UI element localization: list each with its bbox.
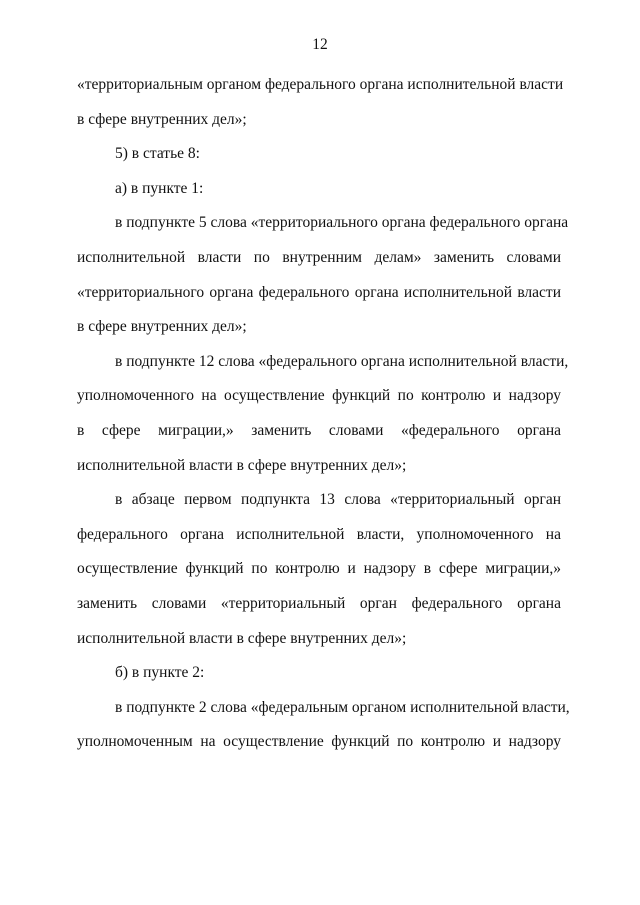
text-line: 5) в статье 8: <box>115 145 200 163</box>
text-line: а) в пункте 1: <box>115 179 204 197</box>
text-line: в сфере внутренних дел»; <box>77 318 247 336</box>
text-line: в сфере внутренних дел»; <box>77 110 247 128</box>
text-line: исполнительной власти по внутренним делам» заменить словами <box>77 248 561 266</box>
text-line: исполнительной власти в сфере внутренних дел»; <box>77 456 407 474</box>
text-line: в подпункте 2 слова «федеральным органом исполнительной власти, <box>115 698 570 716</box>
text-line: осуществление функций по контролю и надзору в сфере миграции,» <box>77 560 561 578</box>
text-line: «территориального органа федерального органа исполнительной власти <box>77 283 561 301</box>
text-line: «территориальным органом федерального органа исполнительной власти <box>77 76 564 93</box>
document-body <box>77 76 570 768</box>
text-line: уполномоченного на осуществление функций по контролю и надзору <box>77 387 561 405</box>
text-line: в подпункте 5 слова «территориального органа федерального органа <box>115 214 569 232</box>
text-line: б) в пункте 2: <box>115 664 205 682</box>
text-line: в сфере миграции,» заменить словами «федерального органа <box>77 421 561 439</box>
text-line: исполнительной власти в сфере внутренних дел»; <box>77 629 407 647</box>
text-line: заменить словами «территориальный орган федерального органа <box>77 594 561 612</box>
page-number: 12 <box>312 36 328 53</box>
text-line: уполномоченным на осуществление функций по контролю и надзору <box>77 733 561 751</box>
text-line: федерального органа исполнительной власти, уполномоченного на <box>77 525 561 543</box>
text-line: в абзаце первом подпункта 13 слова «территориальный орган <box>115 491 561 509</box>
text-line: в подпункте 12 слова «федерального органа исполнительной власти, <box>115 352 569 370</box>
